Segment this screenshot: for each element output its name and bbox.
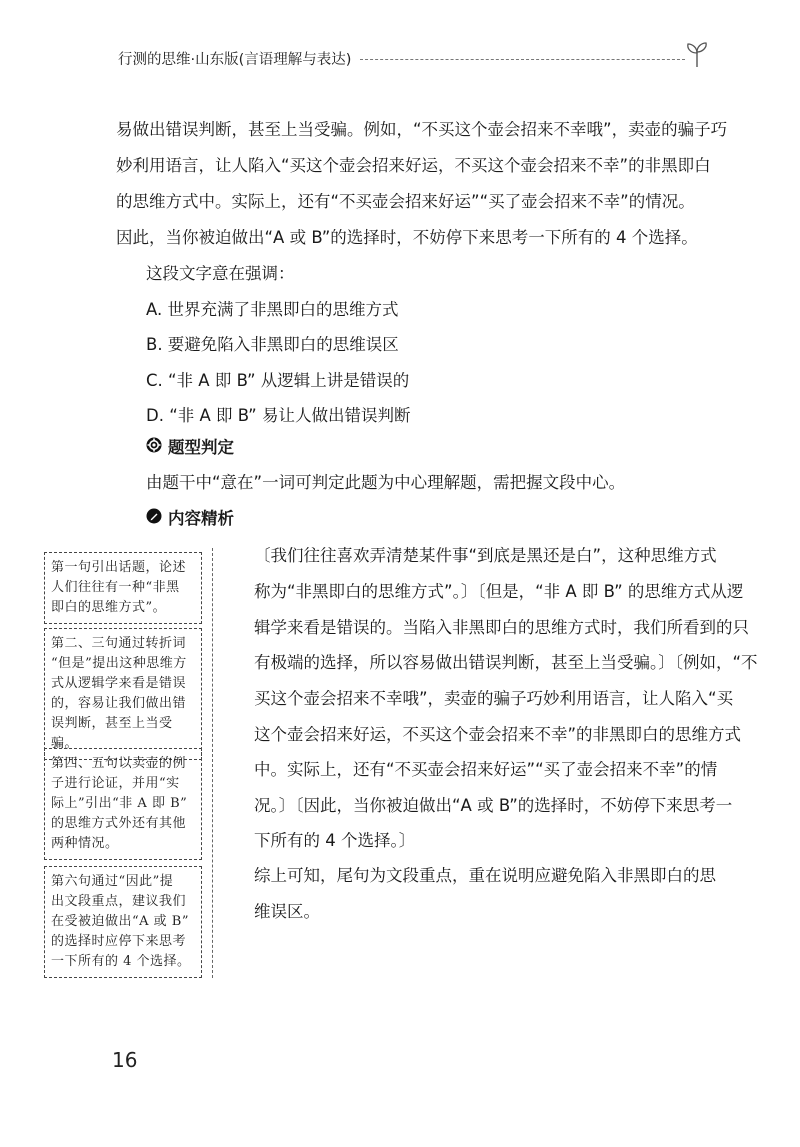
section-title-judgment: 题型判定 xyxy=(168,438,234,457)
judgment-text: 由题干中“意在”一词可判定此题为中心理解题，需把握文段中心。 xyxy=(146,473,626,492)
running-header: 行测的思维·山东版(言语理解与表达) xyxy=(118,52,352,68)
side-note-4-line: 的选择时应停下来思考 xyxy=(51,934,187,949)
side-note-2-line: 式从逻辑学来看是错误 xyxy=(51,676,187,691)
header-rule xyxy=(360,59,685,60)
side-note-3-line: 际上”引出“非 A 即 B” xyxy=(51,796,188,811)
analysis-line-9: 下所有的 4 个选择。〕 xyxy=(254,831,416,850)
side-note-2-line: “但是”提出这种思维方 xyxy=(51,656,187,671)
side-note-3-line: 子进行论证，并用“实 xyxy=(51,776,180,791)
gear-icon xyxy=(146,437,162,453)
passage-line-2: 妙利用语言，让人陷入“买这个壶会招来好运，不买这个壶会招来不幸”的非黑即白 xyxy=(116,156,711,175)
side-note-3-line: 两种情况。 xyxy=(51,836,119,851)
analysis-line-5: 买这个壶会招来不幸哦”，卖壶的骗子巧妙利用语言，让人陷入“买 xyxy=(254,689,734,708)
section-title-analysis: 内容精析 xyxy=(168,509,234,528)
side-note-3 xyxy=(44,748,202,860)
side-note-4-line: 第六句通过“因此”提 xyxy=(51,874,174,889)
passage-line-1: 易做出错误判断，甚至上当受骗。例如，“不买这个壶会招来不幸哦”，卖壶的骗子巧 xyxy=(116,120,728,139)
page-number: 16 xyxy=(112,1048,138,1072)
sprout-icon xyxy=(684,40,710,68)
option-d: D. “非 A 即 B” 易让人做出错误判断 xyxy=(146,406,411,425)
analysis-line-8: 况。〕〔因此，当你被迫做出“A 或 B”的选择时，不妨停下来思考一 xyxy=(254,796,733,815)
passage-line-3: 的思维方式中。实际上，还有“不买壶会招来好运”“买了壶会招来不幸”的情况。 xyxy=(116,192,695,211)
analysis-line-7: 中。实际上，还有“不买壶会招来好运”“买了壶会招来不幸”的情 xyxy=(254,760,718,779)
side-note-1-line: 即白的思维方式”。 xyxy=(51,600,167,615)
option-c: C. “非 A 即 B” 从逻辑上讲是错误的 xyxy=(146,371,410,390)
side-note-1 xyxy=(44,552,202,624)
analysis-line-4: 有极端的选择，所以容易做出错误判断，甚至上当受骗。〕〔例如，“不 xyxy=(254,653,758,672)
side-note-2 xyxy=(44,628,202,760)
side-note-3-line: 第四、五句以卖壶的例 xyxy=(51,756,187,771)
option-a: A. 世界充满了非黑即白的思维方式 xyxy=(146,300,399,319)
notes-connector xyxy=(212,548,213,978)
analysis-line-2: 称为“非黑即白的思维方式”。〕〔但是，“非 A 即 B” 的思维方式从逻 xyxy=(254,582,744,601)
side-note-1-line: 人们往往有一种“非黑 xyxy=(51,580,180,595)
side-note-1-line: 第一句引出话题，论述 xyxy=(51,560,187,575)
side-note-4-line: 出文段重点，建议我们 xyxy=(51,894,187,909)
conclusion-line-2: 维误区。 xyxy=(254,902,320,921)
side-note-2-line: 误判断，甚至上当受骗。 xyxy=(51,716,173,751)
analysis-line-3: 辑学来看是错误的。当陷入非黑即白的思维方式时，我们所看到的只 xyxy=(254,618,749,637)
analysis-line-1: 〔我们往往喜欢弄清楚某件事“到底是黑还是白”，这种思维方式 xyxy=(254,546,717,565)
option-b: B. 要避免陷入非黑即白的思维误区 xyxy=(146,335,399,354)
side-note-2-line: 第二、三句通过转折词 xyxy=(51,636,187,651)
analysis-line-6: 这个壶会招来好运，不买这个壶会招来不幸”的非黑即白的思维方式 xyxy=(254,725,742,744)
side-note-3-line: 的思维方式外还有其他 xyxy=(51,816,187,831)
passage-line-4: 因此，当你被迫做出“A 或 B”的选择时，不妨停下来思考一下所有的 4 个选择。 xyxy=(116,228,698,247)
pen-icon xyxy=(146,508,162,524)
side-note-2-line: 的，容易让我们做出错 xyxy=(51,696,187,711)
side-note-4-line: 在受被迫做出“A 或 B” xyxy=(51,914,189,929)
question-stem: 这段文字意在强调： xyxy=(146,264,295,283)
side-note-4 xyxy=(44,866,202,978)
conclusion-line-1: 综上可知，尾句为文段重点，重在说明应避免陷入非黑即白的思 xyxy=(254,866,716,885)
side-note-4-line: 一下所有的 4 个选择。 xyxy=(51,954,191,969)
